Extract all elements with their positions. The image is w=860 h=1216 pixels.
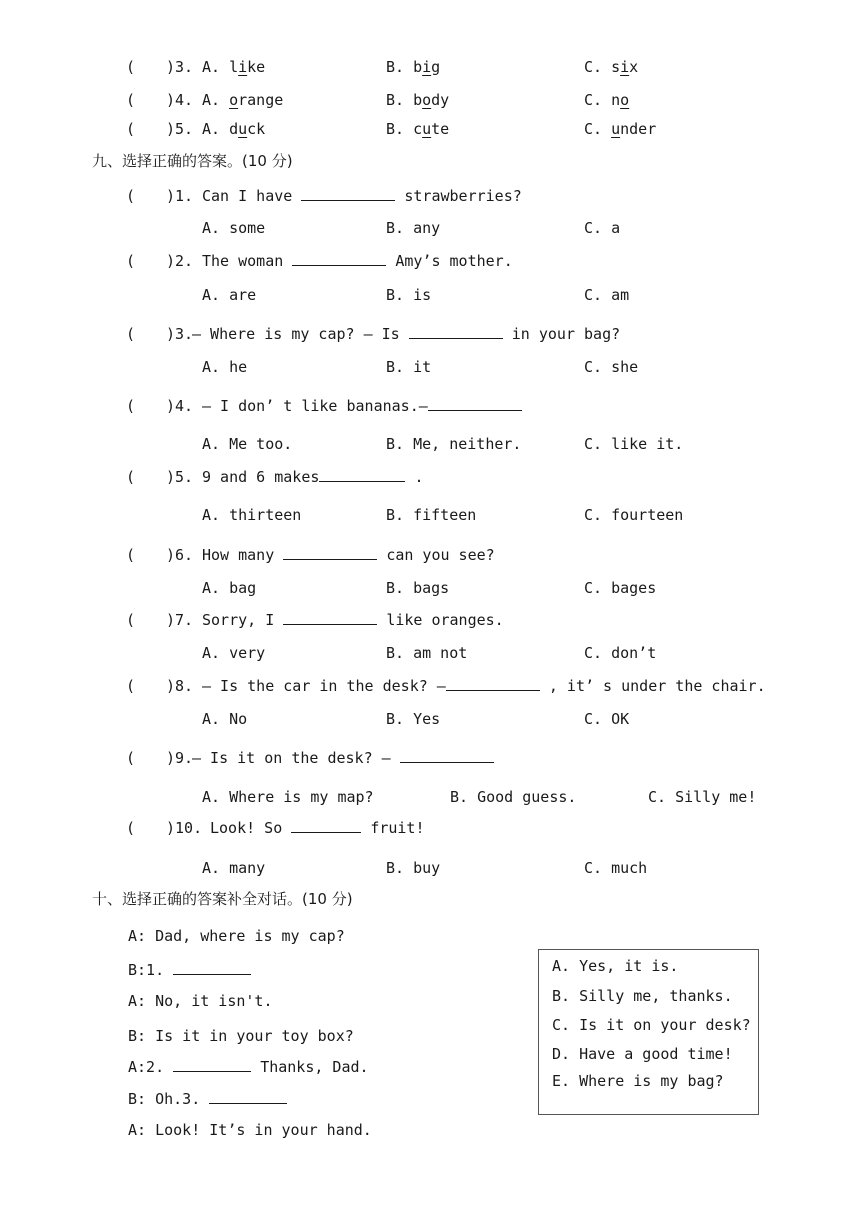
option-c[interactable]: C. a [584,219,621,237]
answer-blank[interactable] [209,1089,287,1104]
option-b[interactable]: B. body [386,91,450,109]
option-c[interactable]: C. much [584,859,648,877]
question-number: )3. [166,58,194,76]
dialogue-option[interactable]: A. Yes, it is. [552,957,679,975]
answer-blank[interactable] [400,748,494,763]
question-text: How many can you see? [202,546,495,564]
answer-paren[interactable]: ( [126,120,136,138]
option-b[interactable]: B. am not [386,644,468,662]
option-b[interactable]: B. it [386,358,432,376]
option-c[interactable]: C. bages [584,579,657,597]
answer-paren[interactable]: ( [126,546,136,564]
dialogue-line: A:2. Thanks, Dad. [128,1058,369,1076]
answer-paren[interactable]: ( [126,611,136,629]
dialogue-option[interactable]: E. Where is my bag? [552,1072,724,1090]
option-a[interactable]: A. No [202,710,248,728]
question-number: )2. [166,252,194,270]
option-a[interactable]: A. very [202,644,266,662]
option-a[interactable]: A. Me too. [202,435,293,453]
question-number: )3. [166,325,194,343]
option-a[interactable]: A. like [202,58,266,76]
question-text: Sorry, I like oranges. [202,611,504,629]
option-c[interactable]: C. don’t [584,644,657,662]
answer-blank[interactable] [283,545,377,560]
dialogue-line: B: Is it in your toy box? [128,1027,354,1045]
answer-blank[interactable] [301,186,395,201]
question-text: — Where is my cap? — Is in your bag? [192,325,621,343]
question-number: )4. [166,91,194,109]
dialogue-line: A: Look! It’s in your hand. [128,1121,372,1139]
question-text: — Is it on the desk? — [192,748,494,768]
option-b[interactable]: B. cute [386,120,450,138]
answer-paren[interactable]: ( [126,252,136,270]
answer-paren[interactable]: ( [126,187,136,205]
answer-blank[interactable] [173,1057,251,1072]
question-text: 9 and 6 makes . [202,468,424,486]
answer-paren[interactable]: ( [126,58,136,76]
question-text: — Is the car in the desk? — , it’ s under the chair. [202,677,766,695]
option-a[interactable]: A. many [202,859,266,877]
question-number: )10. [166,819,203,837]
dialogue-option[interactable]: B. Silly me, thanks. [552,987,733,1005]
question-text: Can I have strawberries? [202,187,522,205]
answer-paren[interactable]: ( [126,397,136,415]
answer-blank[interactable] [283,610,377,625]
option-a[interactable]: A. Where is my map? [202,788,374,806]
dialogue-line: B: Oh.3. [128,1089,287,1109]
question-number: )8. [166,677,194,695]
dialogue-option[interactable]: C. Is it on your desk? [552,1016,751,1034]
answer-paren[interactable]: ( [126,677,136,695]
option-c[interactable]: C. under [584,120,657,138]
question-text: — I don’ t like bananas.— [202,396,522,416]
answer-blank[interactable] [291,818,361,833]
answer-blank[interactable] [173,960,251,975]
option-a[interactable]: A. he [202,358,248,376]
option-c[interactable]: C. like it. [584,435,684,453]
option-c[interactable]: C. fourteen [584,506,684,524]
answer-blank[interactable] [446,676,540,691]
answer-paren[interactable]: ( [126,468,136,486]
answer-paren[interactable]: ( [126,749,136,767]
dialogue-option[interactable]: D. Have a good time! [552,1045,733,1063]
answer-blank[interactable] [428,396,522,411]
question-text: The woman Amy’s mother. [202,252,513,270]
options-box [538,949,759,1115]
option-a[interactable]: A. some [202,219,266,237]
option-c[interactable]: C. she [584,358,639,376]
option-a[interactable]: A. orange [202,91,284,109]
dialogue-line: B:1. [128,960,251,980]
question-number: )5. [166,120,194,138]
dialogue-line: A: Dad, where is my cap? [128,927,345,945]
option-c[interactable]: C. no [584,91,630,109]
option-c[interactable]: C. OK [584,710,630,728]
question-number: )7. [166,611,194,629]
answer-blank[interactable] [319,467,405,482]
question-number: )4. [166,397,194,415]
option-b[interactable]: B. big [386,58,441,76]
option-a[interactable]: A. are [202,286,257,304]
question-number: )5. [166,468,194,486]
option-a[interactable]: A. bag [202,579,257,597]
option-b[interactable]: B. Me, neither. [386,435,522,453]
question-text: Look! So fruit! [210,819,425,837]
option-c[interactable]: C. six [584,58,639,76]
question-number: )9. [166,749,194,767]
question-number: )1. [166,187,194,205]
answer-blank[interactable] [409,324,503,339]
option-c[interactable]: C. am [584,286,630,304]
section-10-title: 十、选择正确的答案补全对话。(10 分) [92,890,353,908]
option-c[interactable]: C. Silly me! [648,788,757,806]
dialogue-line: A: No, it isn't. [128,992,273,1010]
option-b[interactable]: B. buy [386,859,441,877]
option-b[interactable]: B. any [386,219,441,237]
option-b[interactable]: B. bags [386,579,450,597]
answer-paren[interactable]: ( [126,325,136,343]
answer-paren[interactable]: ( [126,91,136,109]
answer-blank[interactable] [292,251,386,266]
option-a[interactable]: A. thirteen [202,506,302,524]
option-b[interactable]: B. Yes [386,710,441,728]
option-a[interactable]: A. duck [202,120,266,138]
option-b[interactable]: B. fifteen [386,506,477,524]
answer-paren[interactable]: ( [126,819,136,837]
section-9-title: 九、选择正确的答案。(10 分) [92,152,293,170]
option-b[interactable]: B. Good guess. [450,788,577,806]
option-b[interactable]: B. is [386,286,432,304]
question-number: )6. [166,546,194,564]
